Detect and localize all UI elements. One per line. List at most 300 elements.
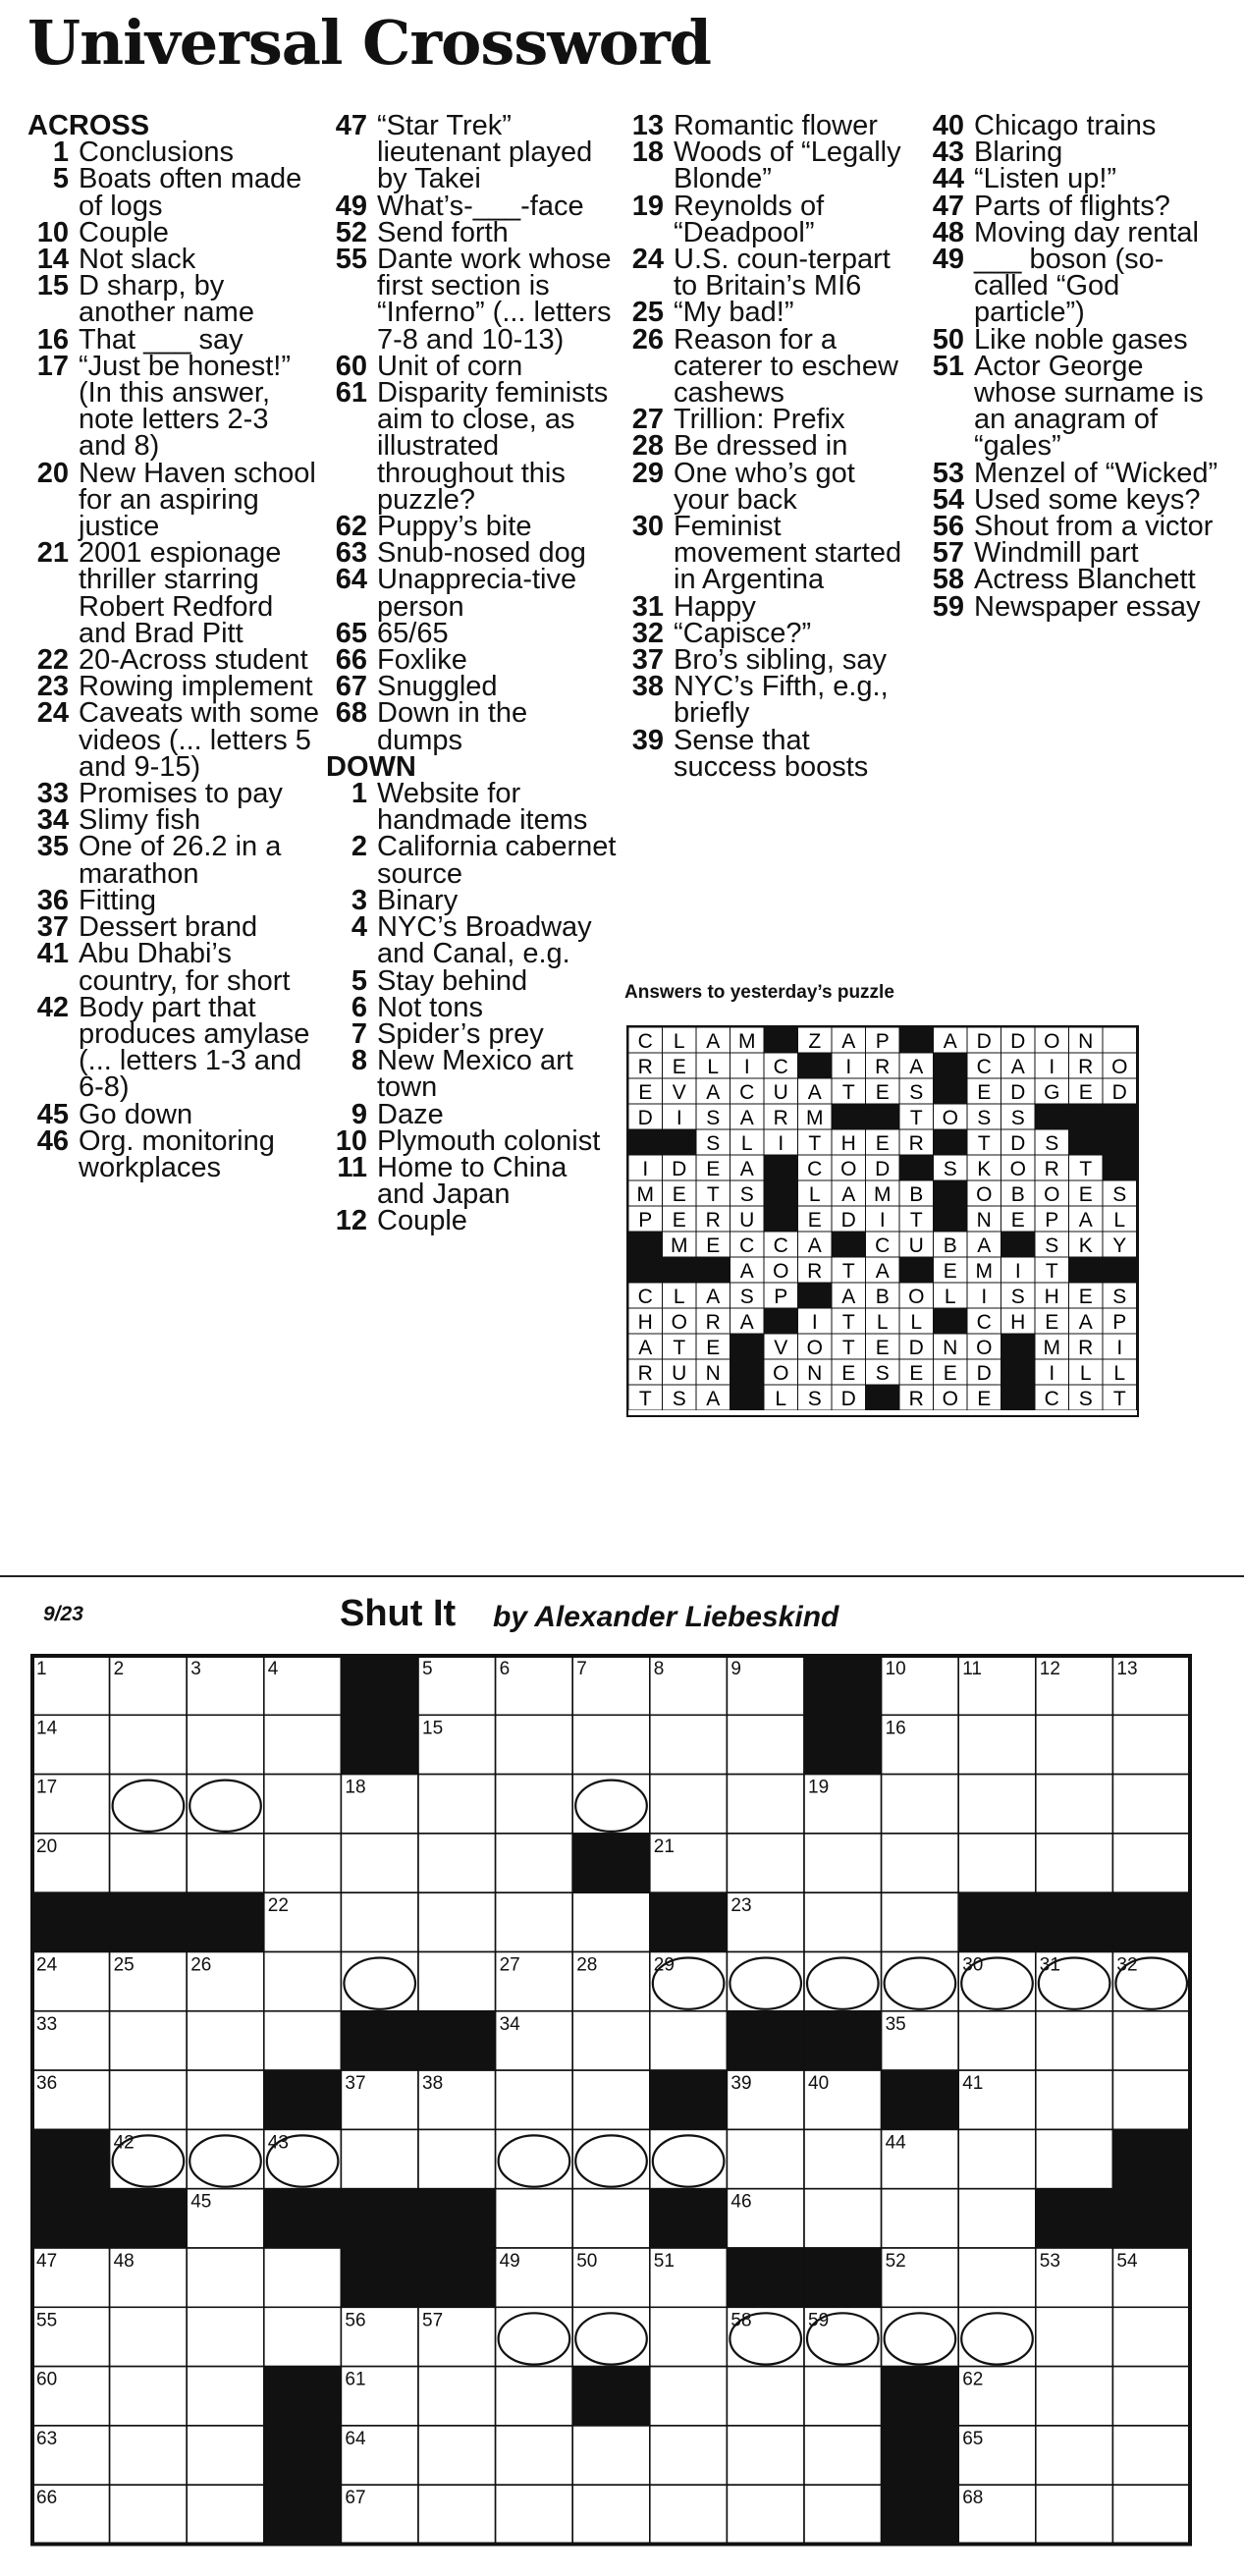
clue-text: Abu Dhabi’s country, for short — [79, 938, 291, 997]
grid-cell[interactable] — [958, 2129, 1036, 2188]
cell-number: 31 — [1039, 1954, 1060, 1976]
answer-block — [663, 1257, 697, 1283]
clue-text: Binary — [377, 884, 459, 916]
clue-number: 46 — [36, 1124, 69, 1157]
grid-cell[interactable] — [1112, 2070, 1190, 2129]
answer-letter: P — [1045, 1209, 1059, 1232]
grid-cell[interactable] — [1036, 2011, 1113, 2070]
grid-cell[interactable] — [804, 2485, 882, 2544]
clue-item — [622, 297, 917, 329]
grid-block — [1112, 1892, 1190, 1951]
clue-item — [27, 644, 322, 677]
answer-letter: R — [1078, 1056, 1094, 1078]
answer-letter: M — [738, 1030, 756, 1053]
grid-block — [264, 2070, 342, 2129]
answer-letter: S — [739, 1183, 754, 1206]
clue-item — [326, 644, 621, 677]
grid-cell[interactable] — [187, 2248, 264, 2307]
answer-letter: M — [636, 1183, 654, 1206]
clue-number: 41 — [36, 938, 69, 970]
grid-cell[interactable] — [187, 2426, 264, 2485]
grid-cell[interactable] — [1112, 2426, 1190, 2485]
grid-cell[interactable] — [572, 1892, 650, 1951]
cell-number: 32 — [1116, 1954, 1138, 1976]
grid-cell[interactable] — [341, 1892, 418, 1951]
grid-cell[interactable] — [110, 1834, 188, 1892]
clue-number: 48 — [932, 216, 964, 248]
grid-cell[interactable] — [804, 2367, 882, 2426]
grid-cell[interactable] — [1112, 1834, 1190, 1892]
clue-text: What’s-___-face — [377, 190, 584, 222]
answer-block — [730, 1334, 765, 1359]
answer-block — [764, 1308, 798, 1334]
clue-text: Dessert brand — [79, 911, 258, 944]
answer-letter: L — [876, 1311, 889, 1334]
grid-cell[interactable] — [958, 1834, 1036, 1892]
grid-cell[interactable] — [882, 2189, 959, 2248]
answer-letter: S — [875, 1362, 890, 1385]
puzzle-title: Shut It — [340, 1593, 457, 1634]
grid-cell[interactable] — [958, 2248, 1036, 2307]
grid-cell[interactable] — [264, 2248, 342, 2307]
clue-column-1 — [27, 110, 322, 1183]
grid-cell[interactable] — [341, 1834, 418, 1892]
grid-cell[interactable] — [727, 2367, 804, 2426]
grid-block — [727, 2011, 804, 2070]
grid-cell[interactable] — [341, 2129, 418, 2188]
clue-item — [326, 1151, 621, 1211]
answer-letter: E — [977, 1081, 992, 1104]
cell-number: 19 — [808, 1777, 830, 1798]
answer-letter: A — [1078, 1209, 1093, 1232]
answer-letter: T — [673, 1337, 686, 1359]
crossword-grid-svg[interactable] — [29, 1653, 1193, 2548]
grid-cell[interactable] — [727, 1775, 804, 1834]
answer-letter: M — [975, 1260, 993, 1283]
answer-letter: S — [1010, 1107, 1025, 1129]
grid-cell[interactable] — [650, 2307, 728, 2366]
answer-letter: M — [874, 1183, 892, 1206]
answer-letter: R — [773, 1107, 788, 1129]
cell-number: 1 — [36, 1659, 47, 1679]
clue-item — [622, 590, 917, 623]
cell-number: 40 — [808, 2073, 830, 2095]
grid-cell[interactable] — [110, 1715, 188, 1774]
grid-block — [110, 1892, 188, 1951]
clue-number: 24 — [36, 697, 69, 730]
grid-cell[interactable] — [650, 2129, 728, 2188]
grid-cell[interactable] — [572, 1715, 650, 1774]
grid-cell[interactable] — [418, 1892, 496, 1951]
grid-cell[interactable] — [572, 2011, 650, 2070]
answer-block — [832, 1104, 866, 1129]
cell-number: 47 — [36, 2251, 58, 2272]
grid-cell[interactable] — [1036, 2070, 1113, 2129]
clue-number: 21 — [36, 537, 69, 570]
grid-cell[interactable] — [650, 2485, 728, 2544]
answer-block — [934, 1129, 968, 1155]
cell-number: 8 — [653, 1659, 665, 1679]
clue-text: “Capisce?” — [674, 617, 812, 649]
clue-number: 25 — [631, 297, 664, 329]
grid-cell[interactable] — [496, 2129, 573, 2188]
answer-letter: L — [673, 1030, 685, 1053]
grid-cell[interactable] — [882, 2307, 959, 2366]
grid-cell[interactable] — [496, 2485, 573, 2544]
clue-number: 9 — [351, 1098, 367, 1130]
cell-number: 35 — [885, 2013, 906, 2035]
grid-cell[interactable] — [882, 1892, 959, 1951]
clue-text: U.S. coun-terpart to Britain’s MI6 — [674, 244, 891, 302]
answer-letter: I — [642, 1158, 649, 1180]
grid-cell[interactable] — [1036, 1834, 1113, 1892]
grid-cell[interactable] — [187, 1834, 264, 1892]
grid-cell[interactable] — [882, 1775, 959, 1834]
grid-cell[interactable] — [496, 1775, 573, 1834]
grid-cell[interactable] — [1036, 2426, 1113, 2485]
answer-letter: S — [706, 1132, 721, 1155]
grid-cell[interactable] — [1112, 1775, 1190, 1834]
answer-letter: Z — [808, 1030, 822, 1053]
clue-item — [27, 938, 322, 997]
grid-cell[interactable] — [496, 2367, 573, 2426]
clue-text: Body part that produces amylase (... letters 1-3 and 6-8) — [79, 991, 310, 1104]
answer-letter: R — [637, 1056, 653, 1078]
clue-text: Daze — [377, 1098, 444, 1130]
grid-cell[interactable] — [187, 1775, 264, 1834]
answer-letter: I — [879, 1209, 886, 1232]
grid-cell[interactable] — [804, 1892, 882, 1951]
answer-letter: I — [1049, 1362, 1055, 1385]
grid-cell[interactable] — [1112, 2367, 1190, 2426]
grid-cell[interactable] — [958, 2307, 1036, 2366]
grid-cell[interactable] — [1112, 2307, 1190, 2366]
answer-letter: S — [1045, 1132, 1059, 1155]
grid-cell[interactable] — [264, 2307, 342, 2366]
grid-cell[interactable] — [264, 1715, 342, 1774]
answer-letter: E — [1045, 1311, 1059, 1334]
grid-cell[interactable] — [727, 1952, 804, 2011]
grid-cell[interactable] — [496, 2307, 573, 2366]
grid-cell[interactable] — [418, 1952, 496, 2011]
grid-cell[interactable] — [187, 2485, 264, 2544]
grid-cell[interactable] — [958, 2189, 1036, 2248]
answer-letter: O — [908, 1286, 925, 1308]
grid-cell[interactable] — [958, 1715, 1036, 1774]
grid-cell[interactable] — [727, 2485, 804, 2544]
cell-number: 66 — [36, 2488, 58, 2509]
cell-number: 43 — [267, 2132, 289, 2154]
answer-block — [696, 1257, 730, 1283]
answer-letter: C — [739, 1234, 755, 1257]
answer-letter: E — [909, 1362, 924, 1385]
clue-number: 15 — [36, 270, 69, 302]
grid-cell[interactable] — [572, 2070, 650, 2129]
grid-cell[interactable] — [418, 2129, 496, 2188]
cell-number: 5 — [422, 1659, 433, 1679]
answer-letter: V — [672, 1081, 686, 1104]
grid-cell[interactable] — [1112, 2485, 1190, 2544]
puzzle-author: by Alexander Liebeskind — [493, 1601, 839, 1633]
grid-cell[interactable] — [496, 2426, 573, 2485]
answer-letter: T — [841, 1081, 855, 1104]
answer-letter: L — [1113, 1209, 1126, 1232]
answer-block — [934, 1308, 968, 1334]
answer-letter: A — [706, 1030, 721, 1053]
clue-item — [622, 430, 917, 463]
clue-item — [326, 671, 621, 703]
grid-cell[interactable] — [572, 2307, 650, 2366]
answer-letter: D — [1111, 1081, 1127, 1104]
grid-block — [727, 2248, 804, 2307]
answer-letter: O — [1044, 1183, 1060, 1206]
grid-cell[interactable] — [264, 1775, 342, 1834]
clue-text: Parts of flights? — [974, 190, 1170, 222]
grid-cell[interactable] — [650, 2011, 728, 2070]
clue-text: Spider’s prey — [377, 1017, 544, 1050]
grid-cell[interactable] — [1112, 2011, 1190, 2070]
grid-cell[interactable] — [804, 2129, 882, 2188]
grid-cell[interactable] — [187, 2011, 264, 2070]
clue-text: New Mexico art town — [377, 1045, 573, 1104]
answer-letter: C — [637, 1286, 653, 1308]
grid-cell[interactable] — [496, 1834, 573, 1892]
answer-letter: D — [840, 1209, 856, 1232]
cell-number: 57 — [422, 2310, 444, 2331]
clue-number: 17 — [36, 350, 69, 382]
clue-text: Reason for a caterer to eschew cashews — [674, 323, 898, 410]
crossword-grid[interactable] — [29, 1653, 1193, 2548]
answer-letter: A — [841, 1030, 856, 1053]
answer-letter: A — [706, 1081, 721, 1104]
answer-letter: H — [1010, 1311, 1026, 1334]
answer-letter: A — [706, 1388, 721, 1410]
grid-block — [264, 2426, 342, 2485]
grid-cell[interactable] — [496, 1715, 573, 1774]
grid-cell[interactable] — [418, 2426, 496, 2485]
answer-letter: I — [1014, 1260, 1021, 1283]
cell-number: 6 — [499, 1659, 511, 1679]
answer-letter: A — [977, 1234, 992, 1257]
clue-text: Couple — [79, 216, 169, 248]
grid-cell[interactable] — [341, 1952, 418, 2011]
grid-cell[interactable] — [882, 1834, 959, 1892]
clue-item — [27, 244, 322, 276]
grid-cell[interactable] — [187, 2307, 264, 2366]
answer-letter: O — [671, 1311, 687, 1334]
grid-cell[interactable] — [572, 2485, 650, 2544]
grid-block — [958, 1892, 1036, 1951]
grid-cell[interactable] — [572, 2189, 650, 2248]
answer-letter: G — [1044, 1081, 1060, 1104]
clue-item — [326, 1205, 621, 1237]
grid-cell[interactable] — [496, 1892, 573, 1951]
clue-item — [326, 617, 621, 649]
cell-number: 33 — [36, 2013, 58, 2035]
grid-cell[interactable] — [1036, 1775, 1113, 1834]
clue-column-3 — [622, 110, 917, 783]
grid-cell[interactable] — [650, 1715, 728, 1774]
clue-number: 7 — [351, 1017, 367, 1050]
clue-text: Stay behind — [377, 964, 528, 997]
grid-block — [882, 2426, 959, 2485]
grid-cell[interactable] — [650, 2426, 728, 2485]
grid-cell[interactable] — [418, 2367, 496, 2426]
clue-number: 43 — [932, 137, 964, 169]
answer-letter: A — [841, 1183, 856, 1206]
grid-cell[interactable] — [110, 2070, 188, 2129]
answer-letter: L — [740, 1132, 753, 1155]
clue-text: Used some keys? — [974, 483, 1201, 516]
grid-cell[interactable] — [418, 2485, 496, 2544]
answer-letter: E — [706, 1158, 721, 1180]
grid-cell[interactable] — [958, 2011, 1036, 2070]
grid-cell[interactable] — [1036, 2307, 1113, 2366]
grid-cell[interactable] — [1036, 2129, 1113, 2188]
grid-cell[interactable] — [804, 1952, 882, 2011]
answer-letter: R — [1078, 1337, 1094, 1359]
clue-item — [326, 1017, 621, 1050]
grid-cell[interactable] — [572, 2129, 650, 2188]
clue-number: 29 — [631, 457, 664, 489]
clue-item — [27, 991, 322, 1104]
answer-letter: A — [739, 1311, 754, 1334]
grid-cell[interactable] — [264, 2011, 342, 2070]
grid-cell[interactable] — [572, 1775, 650, 1834]
clue-item — [923, 190, 1227, 222]
grid-cell[interactable] — [187, 2129, 264, 2188]
grid-cell[interactable] — [958, 1775, 1036, 1834]
answer-letter: C — [807, 1158, 823, 1180]
grid-cell[interactable] — [418, 1775, 496, 1834]
clue-number: 49 — [335, 190, 367, 222]
answer-letter: R — [705, 1209, 721, 1232]
grid-block — [341, 2189, 418, 2248]
grid-cell[interactable] — [264, 1952, 342, 2011]
grid-cell[interactable] — [727, 2129, 804, 2188]
answer-letter: A — [875, 1260, 890, 1283]
grid-block — [882, 2485, 959, 2544]
grid-cell[interactable] — [496, 2070, 573, 2129]
answer-letter: A — [807, 1081, 822, 1104]
clue-column-2 — [326, 110, 621, 1237]
grid-cell[interactable] — [1036, 1715, 1113, 1774]
clue-item — [923, 244, 1227, 329]
grid-cell[interactable] — [187, 2367, 264, 2426]
answer-letter: T — [909, 1107, 923, 1129]
answer-block — [798, 1283, 833, 1308]
answer-letter: T — [841, 1260, 855, 1283]
cell-number: 37 — [345, 2073, 366, 2095]
cell-number: 27 — [499, 1954, 520, 1976]
grid-block — [110, 2189, 188, 2248]
grid-cell[interactable] — [110, 2367, 188, 2426]
answer-letter: C — [976, 1311, 992, 1334]
grid-cell[interactable] — [572, 2426, 650, 2485]
grid-cell[interactable] — [727, 1834, 804, 1892]
clue-text: Slimy fish — [79, 804, 201, 837]
grid-cell[interactable] — [187, 1715, 264, 1774]
clue-item — [923, 511, 1227, 543]
answer-letter: L — [1079, 1362, 1092, 1385]
grid-cell[interactable] — [110, 2426, 188, 2485]
answer-letter: P — [638, 1209, 653, 1232]
clue-item — [27, 671, 322, 703]
grid-cell[interactable] — [110, 2485, 188, 2544]
grid-cell[interactable] — [110, 1775, 188, 1834]
clue-number: 49 — [932, 244, 964, 276]
grid-block — [804, 2248, 882, 2307]
clue-item — [622, 617, 917, 649]
answer-letter: A — [841, 1286, 856, 1308]
answer-letter: E — [672, 1056, 686, 1078]
grid-cell[interactable] — [650, 2367, 728, 2426]
answer-block — [934, 1180, 968, 1206]
answer-letter: K — [1078, 1234, 1093, 1257]
answer-block — [1069, 1257, 1104, 1283]
clue-text: Shout from a victor — [974, 511, 1214, 543]
grid-block — [264, 2367, 342, 2426]
answer-letter: E — [672, 1209, 686, 1232]
answer-letter: A — [909, 1056, 924, 1078]
grid-cell[interactable] — [1036, 2367, 1113, 2426]
cell-number: 11 — [962, 1659, 982, 1679]
clue-item — [326, 350, 621, 382]
clue-item — [923, 323, 1227, 356]
cell-number: 48 — [113, 2251, 135, 2272]
cell-number: 44 — [885, 2132, 906, 2154]
grid-cell[interactable] — [418, 1834, 496, 1892]
clue-item — [923, 110, 1227, 141]
clue-number: 38 — [631, 671, 664, 703]
cell-number: 64 — [345, 2428, 366, 2449]
clue-text: Foxlike — [377, 644, 467, 677]
grid-cell[interactable] — [110, 2011, 188, 2070]
clue-text: Boats often made of logs — [79, 163, 302, 222]
grid-cell[interactable] — [804, 2426, 882, 2485]
answer-letter: O — [840, 1158, 857, 1180]
answer-letter: O — [942, 1388, 958, 1410]
grid-cell[interactable] — [727, 2426, 804, 2485]
clue-text: Not slack — [79, 244, 196, 276]
grid-cell[interactable] — [650, 1775, 728, 1834]
answer-letter: Y — [1112, 1234, 1127, 1257]
grid-cell[interactable] — [727, 1715, 804, 1774]
grid-cell[interactable] — [804, 2189, 882, 2248]
answer-letter: A — [1010, 1056, 1025, 1078]
grid-block — [341, 1715, 418, 1774]
clue-item — [326, 244, 621, 356]
grid-block — [572, 1834, 650, 1892]
grid-cell[interactable] — [804, 1834, 882, 1892]
clue-number: 35 — [36, 831, 69, 863]
grid-cell[interactable] — [1112, 1715, 1190, 1774]
grid-cell[interactable] — [1036, 2485, 1113, 2544]
grid-cell[interactable] — [187, 2070, 264, 2129]
across-heading: ACROSS — [27, 110, 150, 141]
grid-cell[interactable] — [882, 1952, 959, 2011]
clue-item — [27, 911, 322, 944]
answer-cell — [1103, 1027, 1137, 1053]
cell-number: 56 — [345, 2310, 366, 2331]
clue-text: “Just be honest!” (In this answer, note letters 2-3 and 8) — [79, 350, 291, 463]
grid-cell[interactable] — [264, 1834, 342, 1892]
clue-item — [326, 1124, 621, 1157]
clue-item — [326, 216, 621, 248]
clue-item — [622, 244, 917, 302]
grid-cell[interactable] — [496, 2189, 573, 2248]
grid-cell[interactable] — [110, 2307, 188, 2366]
